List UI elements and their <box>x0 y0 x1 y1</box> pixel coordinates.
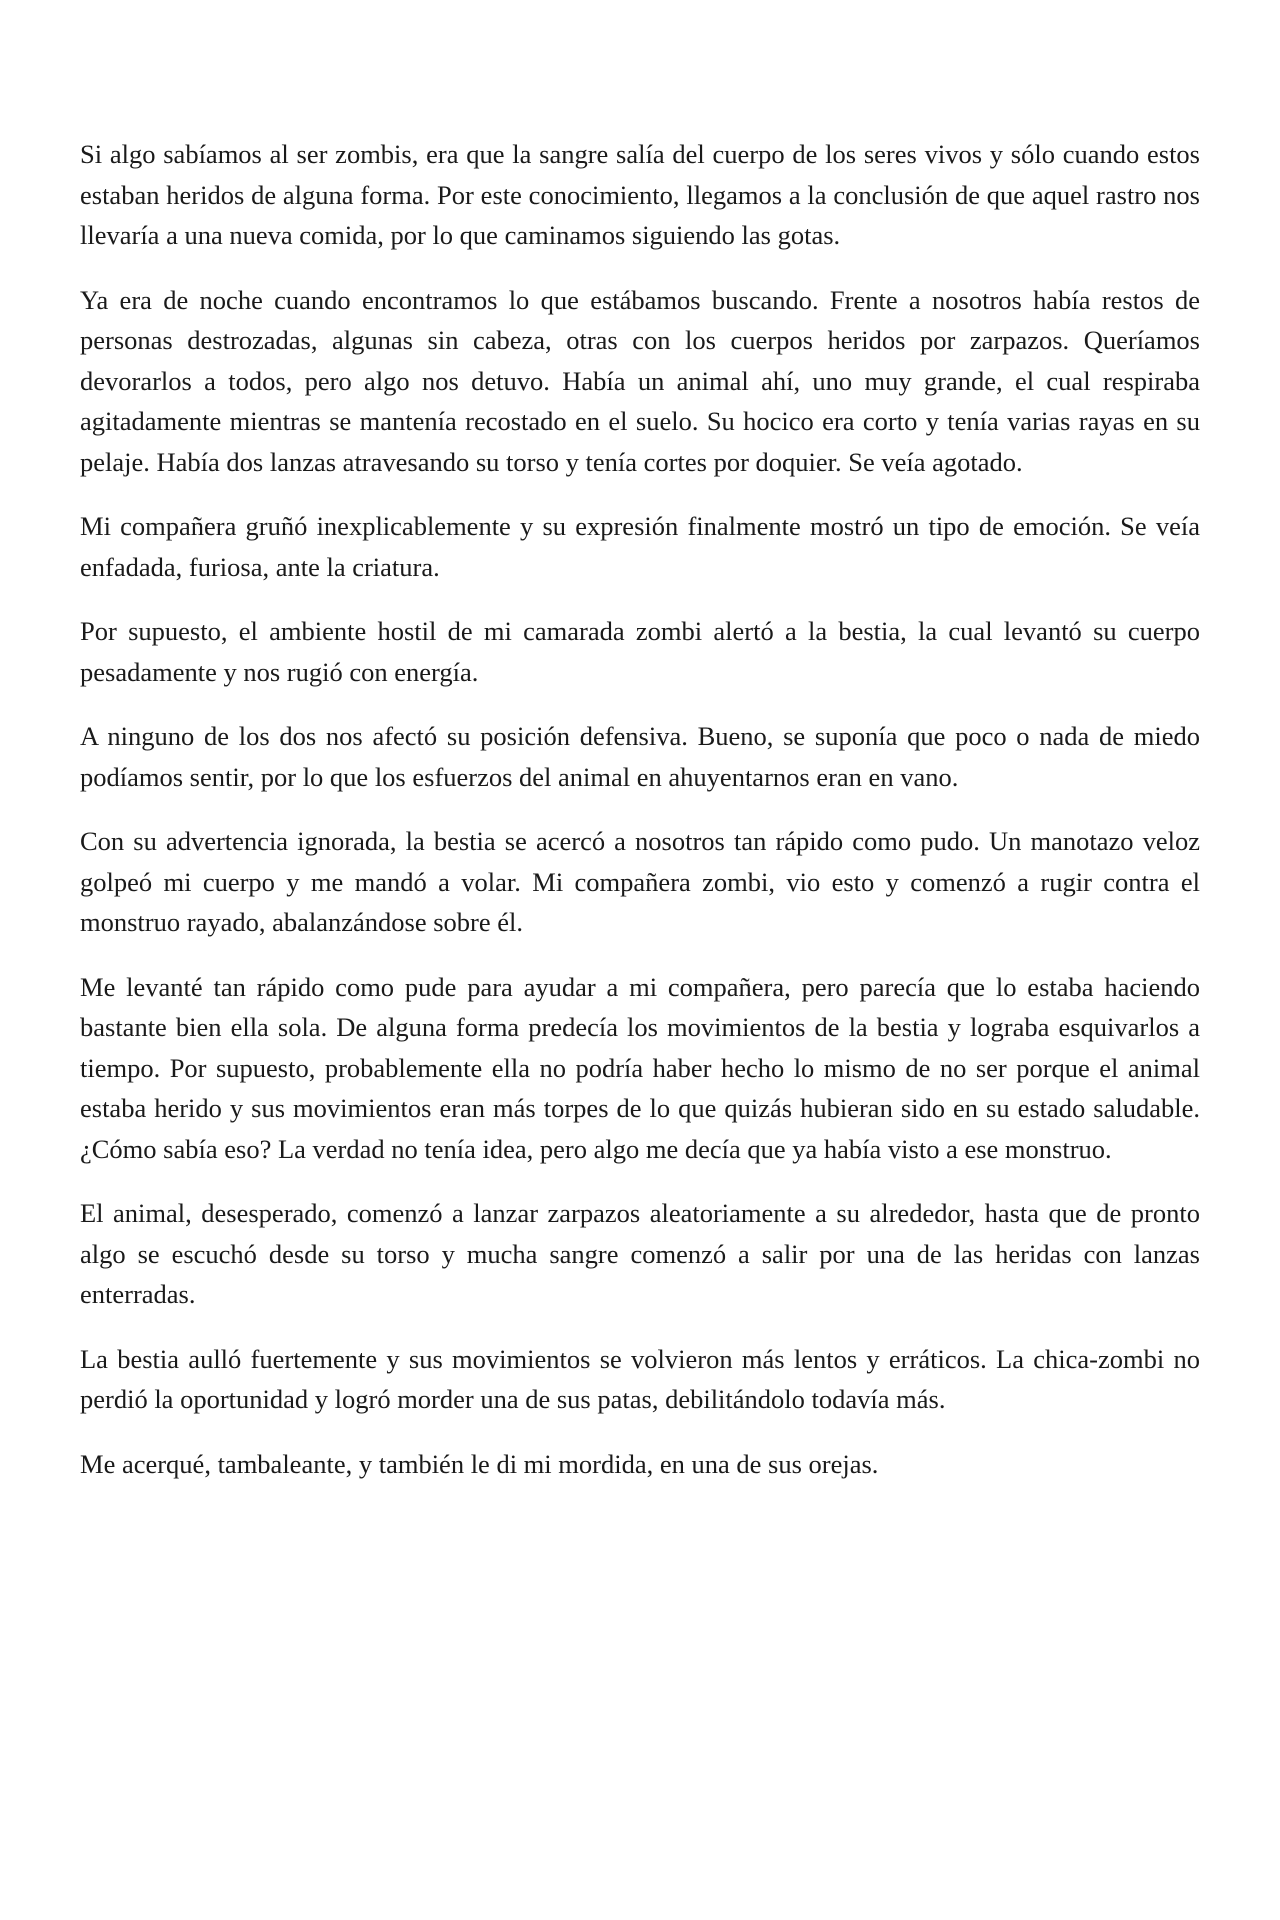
paragraph: Con su advertencia ignorada, la bestia se acercó a nosotros tan rápido como pudo. Un manotazo veloz golpeó mi cuerpo y me mandó a volar. Mi compañera zombi, vio esto y comenzó a rugir contra el monstruo rayado, abalanzándose sobre él. <box>80 826 1200 937</box>
paragraph: Mi compañera gruñó inexplicablemente y su expresión finalmente mostró un tipo de emoción. Se veía enfadada, furiosa, ante la criatura. <box>80 511 1200 582</box>
paragraph: Me levanté tan rápido como pude para ayudar a mi compañera, pero parecía que lo estaba haciendo bastante bien ella sola. De alguna forma predecía los movimientos de la bestia y lograba esquivarlos a tiempo. Por supuesto, probablemente ella no podría haber hecho lo mismo de no ser porque el animal estaba herido y sus movimientos eran más torpes de lo que quizás hubieran sido en su estado saludable. ¿Cómo sabía eso? La verdad no tenía idea, pero algo me decía que ya había visto a ese monstruo. <box>80 971 1200 1164</box>
paragraph: Si algo sabíamos al ser zombis, era que la sangre salía del cuerpo de los seres vivos y sólo cuando estos estaban heridos de alguna forma. Por este conocimiento, llegamos a la conclusión de que aquel rastro nos llevaría a una nueva comida, por lo que caminamos siguiendo las gotas. <box>80 139 1200 250</box>
paragraph: Ya era de noche cuando encontramos lo que estábamos buscando. Frente a nosotros había restos de personas destrozadas, algunas sin cabeza, otras con los cuerpos heridos por zarpazos. Queríamos devorarlos a todos, pero algo nos detuvo. Había un animal ahí, uno muy grande, el cual respiraba agitadamente mientras se mantenía recostado en el suelo. Su hocico era corto y tenía varias rayas en su pelaje. Había dos lanzas atravesando su torso y tenía cortes por doquier. Se veía agotado. <box>80 284 1200 477</box>
paragraph: Por supuesto, el ambiente hostil de mi camarada zombi alertó a la bestia, la cual levantó su cuerpo pesadamente y nos rugió con energía. <box>80 616 1200 687</box>
paragraph: A ninguno de los dos nos afectó su posición defensiva. Bueno, se suponía que poco o nada de miedo podíamos sentir, por lo que los esfuerzos del animal en ahuyentarnos eran en vano. <box>80 721 1200 792</box>
paragraph: El animal, desesperado, comenzó a lanzar zarpazos aleatoriamente a su alrededor, hasta que de pronto algo se escuchó desde su torso y mucha sangre comenzó a salir por una de las heridas con lanzas enterradas. <box>80 1198 1200 1309</box>
paragraph: Me acerqué, tambaleante, y también le di mi mordida, en una de sus orejas. <box>80 1448 879 1479</box>
document-page <box>80 134 1200 1508</box>
paragraph: La bestia aulló fuertemente y sus movimientos se volvieron más lentos y erráticos. La chica-zombi no perdió la oportunidad y logró morder una de sus patas, debilitándolo todavía más. <box>80 1343 1200 1414</box>
